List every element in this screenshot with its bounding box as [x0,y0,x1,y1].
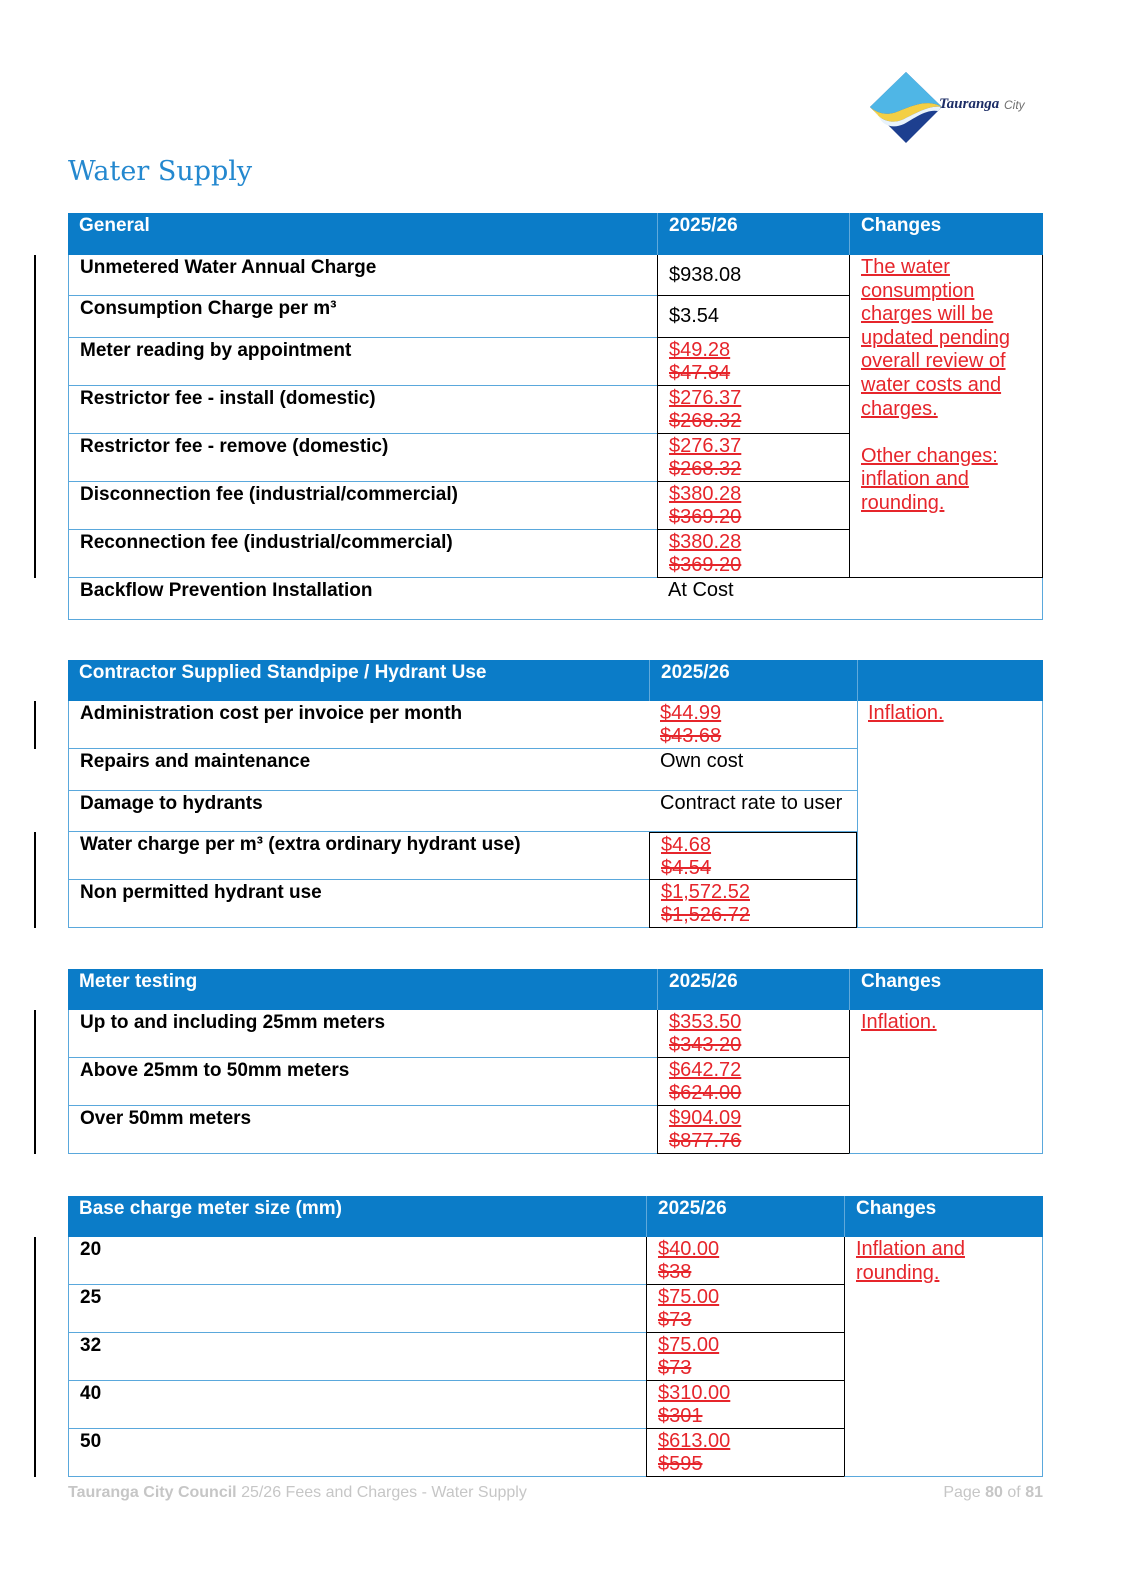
header-changes: Changes [844,1196,1043,1237]
fee-value-new: $49.28 [669,339,731,361]
fee-value-cell [649,701,857,749]
fee-value-old: $73 [658,1309,692,1331]
fee-value: Contract rate to user [649,791,857,832]
fee-value-cell [657,1106,849,1154]
fee-value-new: $276.37 [669,435,742,457]
meter-size-label: 20 [68,1237,646,1285]
fee-value-cell [649,832,857,880]
header-changes-blank [857,660,1043,701]
meter-size-label: 50 [68,1429,646,1477]
fee-value-new: $276.37 [669,387,742,409]
fee-value-cell [649,880,857,928]
changes-note-other: Other changes: inflation and rounding. [861,444,998,514]
changes-cell [857,701,1043,928]
changes-note: Inflation and rounding. [856,1238,965,1284]
fee-value-old: $343.20 [669,1034,742,1056]
fee-label: Reconnection fee (industrial/commercial) [68,530,657,578]
fee-value: Own cost [649,749,857,791]
fee-label: Over 50mm meters [68,1106,657,1154]
fee-value-new: $40.00 [658,1238,720,1260]
logo-name: Tauranga [939,96,1000,112]
fee-value-cell [657,482,849,530]
fee-value-old: $301 [658,1405,703,1427]
fee-label: Meter reading by appointment [68,338,657,386]
fee-value-new: $353.50 [669,1011,742,1033]
header-item: General [68,213,657,255]
footer-page-word: Page [943,1484,981,1501]
changes-cell [844,1237,1043,1477]
fee-value-old: $877.76 [669,1130,742,1152]
footer-document-info [68,1483,527,1503]
change-bar [34,1237,36,1477]
fee-value-old: $595 [658,1453,703,1475]
fee-value-new: $380.28 [669,483,742,505]
fee-value-old: $268.32 [669,410,742,432]
fee-label: Non permitted hydrant use [68,880,649,928]
fee-value-cell [646,1381,844,1429]
fee-value-old: $1,526.72 [661,904,750,926]
fee-value-new: $380.28 [669,531,742,553]
fee-value-old: $624.00 [669,1082,742,1104]
changes-cell [849,1010,1043,1154]
changes-note: Inflation. [861,1011,937,1033]
fee-value-cell [646,1237,844,1285]
changes-note: Inflation. [868,702,944,724]
fee-value-cell [657,434,849,482]
change-bar [34,255,36,578]
fee-value: $3.54 [657,296,849,338]
fee-label: Restrictor fee - remove (domestic) [68,434,657,482]
header-changes: Changes [849,213,1043,255]
fee-label: Disconnection fee (industrial/commercial) [68,482,657,530]
logo-suffix: City [1004,98,1025,112]
fee-value-new: $310.00 [658,1382,731,1404]
change-bar [34,832,36,928]
header-changes: Changes [849,969,1043,1010]
fee-value-old: $4.54 [661,857,712,879]
header-item: Meter testing [68,969,657,1010]
fee-value-cell [646,1429,844,1477]
header-year: 2025/26 [649,660,857,701]
base-charge-table [68,1196,1043,1477]
meter-size-label: 25 [68,1285,646,1333]
change-bar [34,1010,36,1154]
fee-value-new: $613.00 [658,1430,731,1452]
header-year: 2025/26 [646,1196,844,1237]
fee-label: Unmetered Water Annual Charge [68,255,657,296]
fee-value-new: $44.99 [660,702,722,724]
fee-value-old: $369.20 [669,506,742,528]
footer-org: Tauranga City Council [68,1484,237,1501]
fee-value-old: $369.20 [669,554,742,576]
fee-value-old: $47.84 [669,362,731,384]
fee-label: Above 25mm to 50mm meters [68,1058,657,1106]
fee-value-new: $642.72 [669,1059,742,1081]
fee-label: Damage to hydrants [68,791,649,832]
fee-value-new: $4.68 [661,834,712,856]
fee-label: Backflow Prevention Installation [68,578,657,620]
fee-value-cell [646,1333,844,1381]
change-bar [34,701,36,749]
meter-size-label: 32 [68,1333,646,1381]
header-year: 2025/26 [657,213,849,255]
fee-value-old: $268.32 [669,458,742,480]
fee-value-old: $73 [658,1357,692,1379]
fee-value-new: $75.00 [658,1334,720,1356]
changes-note: The water consumption charges will be updated pending overall review of water costs and charges. [861,256,1011,420]
standpipe-fees-table [68,660,1043,928]
header-item: Base charge meter size (mm) [68,1196,646,1237]
fee-label: Administration cost per invoice per month [68,701,649,749]
footer-doc-title: 25/26 Fees and Charges - Water Supply [241,1484,527,1501]
fee-value-cell [657,386,849,434]
fee-value: At Cost [657,578,1043,620]
fee-label: Up to and including 25mm meters [68,1010,657,1058]
tauranga-logo-icon [868,68,944,146]
meter-size-label: 40 [68,1381,646,1429]
meter-testing-table [68,969,1043,1154]
fee-label: Restrictor fee - install (domestic) [68,386,657,434]
footer-page: 80 [985,1484,1003,1501]
fee-value-new: $904.09 [669,1107,742,1129]
fee-value-new: $75.00 [658,1286,720,1308]
general-fees-table [68,213,1043,620]
footer-page-number [943,1483,1043,1503]
fee-label: Repairs and maintenance [68,749,649,791]
fee-value-cell [657,530,849,578]
page-title: Water Supply [68,156,253,187]
fee-value: $938.08 [657,255,849,296]
fee-value-cell [646,1285,844,1333]
footer-total-pages: 81 [1025,1484,1043,1501]
fee-value-cell [657,1010,849,1058]
fee-value-old: $38 [658,1261,692,1283]
fee-value-new: $1,572.52 [661,881,750,903]
fee-value-old: $43.68 [660,725,722,747]
fee-label: Consumption Charge per m³ [68,296,657,338]
fee-label: Water charge per m³ (extra ordinary hydrant use) [68,832,649,880]
fee-value-cell [657,338,849,386]
header-item: Contractor Supplied Standpipe / Hydrant Use [68,660,649,701]
changes-cell [849,255,1043,578]
footer-of-word: of [1007,1484,1021,1501]
fee-value-cell [657,1058,849,1106]
header-year: 2025/26 [657,969,849,1010]
